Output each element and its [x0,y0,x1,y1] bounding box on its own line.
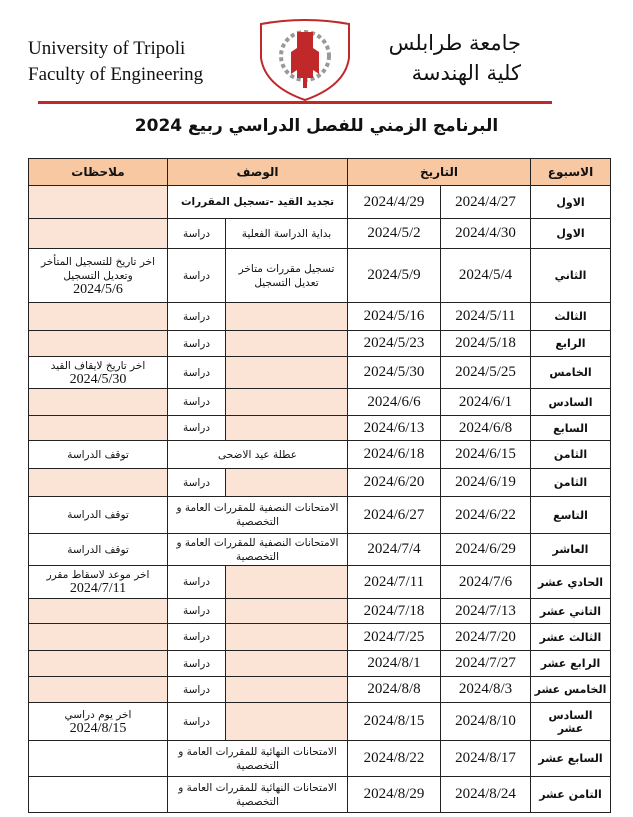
week-cell: الثاني [531,249,611,303]
start-date-cell: 2024/8/24 [441,777,531,813]
week-cell: الرابع [531,331,611,357]
study-status-cell: دراسة [168,599,226,624]
week-cell: الثالث [531,303,611,331]
notes-cell [29,651,168,677]
end-date-cell: 2024/7/11 [348,566,441,599]
notes-cell [29,416,168,441]
description-cell: الامتحانات النصفية للمقررات العامة و التخصصية [168,497,348,534]
start-date-cell: 2024/5/11 [441,303,531,331]
schedule-body [29,186,611,813]
description-cell [226,651,348,677]
study-status-cell: دراسة [168,469,226,497]
end-date-cell: 2024/6/20 [348,469,441,497]
end-date-cell: 2024/7/4 [348,534,441,566]
end-date-cell: 2024/8/22 [348,741,441,777]
column-header-week: الاسبوع [531,159,611,186]
notes-cell [29,534,168,566]
description-cell: تسجيل مقررات متاخر تعديل التسجيل [226,249,348,303]
start-date-cell: 2024/6/1 [441,389,531,416]
description-cell: الامتحانات النهائية للمقررات العامة و التخصصية [168,741,348,777]
notes-cell [29,331,168,357]
column-header-description: الوصف [168,159,348,186]
university-logo-icon [255,18,355,102]
note-text: توقف الدراسة [67,509,129,521]
end-date-cell: 2024/5/30 [348,357,441,389]
week-cell: التامن عشر [531,777,611,813]
table-row [29,331,611,357]
start-date-cell: 2024/4/30 [441,219,531,249]
study-status-cell: دراسة [168,703,226,741]
description-cell: عطلة عيد الاضحى [168,441,348,469]
week-cell: الثامن [531,469,611,497]
study-status-cell: دراسة [168,303,226,331]
study-status-cell: دراسة [168,331,226,357]
start-date-cell: 2024/8/3 [441,677,531,703]
week-cell: الحادي عشر [531,566,611,599]
table-row [29,469,611,497]
study-status-cell: دراسة [168,357,226,389]
end-date-cell: 2024/5/23 [348,331,441,357]
description-cell [226,331,348,357]
note-text: اخر موعد لاسقاط مقرر [46,569,150,581]
note-text: اخر تاريخ لايقاف القيد [50,359,146,372]
column-header-date: التاريخ [348,159,531,186]
english-header [28,36,203,88]
note-date: 2024/5/6 [73,281,123,297]
notes-cell [29,389,168,416]
notes-cell [29,777,168,813]
column-header-notes: ملاحظات [29,159,168,186]
faculty-name-en: Faculty of Engineering [28,64,204,85]
study-status-cell: دراسة [168,677,226,703]
notes-cell [29,186,168,219]
start-date-cell: 2024/7/13 [441,599,531,624]
start-date-cell: 2024/6/19 [441,469,531,497]
end-date-cell: 2024/6/13 [348,416,441,441]
notes-cell [29,703,168,741]
study-status-cell: دراسة [168,249,226,303]
description-cell [226,703,348,741]
header-divider [38,101,552,104]
note-text: توقف الدراسة [67,543,129,556]
end-date-cell: 2024/6/18 [348,441,441,469]
table-row [29,497,611,534]
notes-cell [29,624,168,651]
week-cell: الاول [531,186,611,219]
week-cell: السابع عشر [531,741,611,777]
notes-cell [29,497,168,534]
table-row [29,566,611,599]
week-cell: الخامس عشر [531,677,611,703]
description-cell [226,416,348,441]
end-date-cell: 2024/8/8 [348,677,441,703]
description-cell: الامتحانات النصفية للمقررات العامة و التخصصية [168,534,348,566]
notes-cell [29,249,168,303]
table-row [29,703,611,741]
end-date-cell: 2024/5/2 [348,219,441,249]
week-cell: السادس [531,389,611,416]
week-cell: الخامس [531,357,611,389]
notes-cell [29,566,168,599]
table-row [29,441,611,469]
week-cell: التاني عشر [531,599,611,624]
week-cell: السابع [531,416,611,441]
study-status-cell: دراسة [168,219,226,249]
week-cell: العاشر [531,534,611,566]
week-cell: الثالث عشر [531,624,611,651]
description-cell [226,599,348,624]
start-date-cell: 2024/6/22 [441,497,531,534]
note-date: 2024/7/11 [69,581,127,596]
table-row [29,651,611,677]
table-row [29,389,611,416]
page-title: البرنامج الزمني للفصل الدراسي ربيع 2024 [134,116,499,136]
end-date-cell: 2024/5/9 [348,249,441,303]
notes-cell [29,441,168,469]
start-date-cell: 2024/7/27 [441,651,531,677]
notes-cell [29,677,168,703]
description-cell [226,357,348,389]
description-cell: تجديد القيد -تسجيل المقررات [168,186,348,219]
faculty-name-ar: كلية الهندسة [411,61,521,85]
table-row [29,741,611,777]
notes-cell [29,303,168,331]
note-text: اخر تاريخ للتسجيل المتأخر وتعديل التسجيل [40,255,156,282]
start-date-cell: 2024/6/8 [441,416,531,441]
start-date-cell: 2024/4/27 [441,186,531,219]
end-date-cell: 2024/8/1 [348,651,441,677]
end-date-cell: 2024/6/6 [348,389,441,416]
start-date-cell: 2024/6/15 [441,441,531,469]
notes-cell [29,357,168,389]
start-date-cell: 2024/5/18 [441,331,531,357]
description-cell [226,566,348,599]
notes-cell [29,219,168,249]
description-cell [226,677,348,703]
table-row [29,219,611,249]
study-status-cell: دراسة [168,416,226,441]
notes-cell [29,599,168,624]
note-date: 2024/5/30 [69,371,127,387]
description-cell: بداية الدراسة الفعلية [226,219,348,249]
table-row [29,186,611,219]
study-status-cell: دراسة [168,389,226,416]
week-cell: التاسع [531,497,611,534]
week-cell: الاول [531,219,611,249]
end-date-cell: 2024/6/27 [348,497,441,534]
end-date-cell: 2024/8/15 [348,703,441,741]
study-status-cell: دراسة [168,651,226,677]
end-date-cell: 2024/8/29 [348,777,441,813]
notes-cell [29,469,168,497]
week-cell: السادس عشر [531,703,611,741]
start-date-cell: 2024/7/6 [441,566,531,599]
notes-cell [29,741,168,777]
university-name-ar: جامعة طرابلس [388,31,521,55]
table-row [29,677,611,703]
end-date-cell: 2024/7/25 [348,624,441,651]
note-text: اخر يوم دراسي [64,708,132,721]
note-date: 2024/8/15 [69,720,127,736]
table-row [29,624,611,651]
description-cell [226,469,348,497]
table-row [29,534,611,566]
table-header-row [29,159,611,186]
table-row [29,303,611,331]
table-row [29,357,611,389]
start-date-cell: 2024/6/29 [441,534,531,566]
week-cell: الرابع عشر [531,651,611,677]
schedule-table [28,158,611,813]
table-row [29,599,611,624]
start-date-cell: 2024/8/10 [441,703,531,741]
start-date-cell: 2024/5/4 [441,249,531,303]
arabic-header [389,28,521,88]
week-cell: الثامن [531,441,611,469]
note-text: توقف الدراسة [67,448,129,461]
start-date-cell: 2024/5/25 [441,357,531,389]
start-date-cell: 2024/7/20 [441,624,531,651]
end-date-cell: 2024/7/18 [348,599,441,624]
description-cell [226,389,348,416]
description-cell [226,624,348,651]
table-row [29,416,611,441]
start-date-cell: 2024/8/17 [441,741,531,777]
end-date-cell: 2024/4/29 [348,186,441,219]
end-date-cell: 2024/5/16 [348,303,441,331]
table-row [29,249,611,303]
study-status-cell: دراسة [168,624,226,651]
table-row [29,777,611,813]
description-cell: الامتحانات النهائية للمقررات العامة و التخصصية [168,777,348,813]
study-status-cell: دراسة [168,566,226,599]
university-name-en: University of Tripoli [28,38,186,59]
description-cell [226,303,348,331]
